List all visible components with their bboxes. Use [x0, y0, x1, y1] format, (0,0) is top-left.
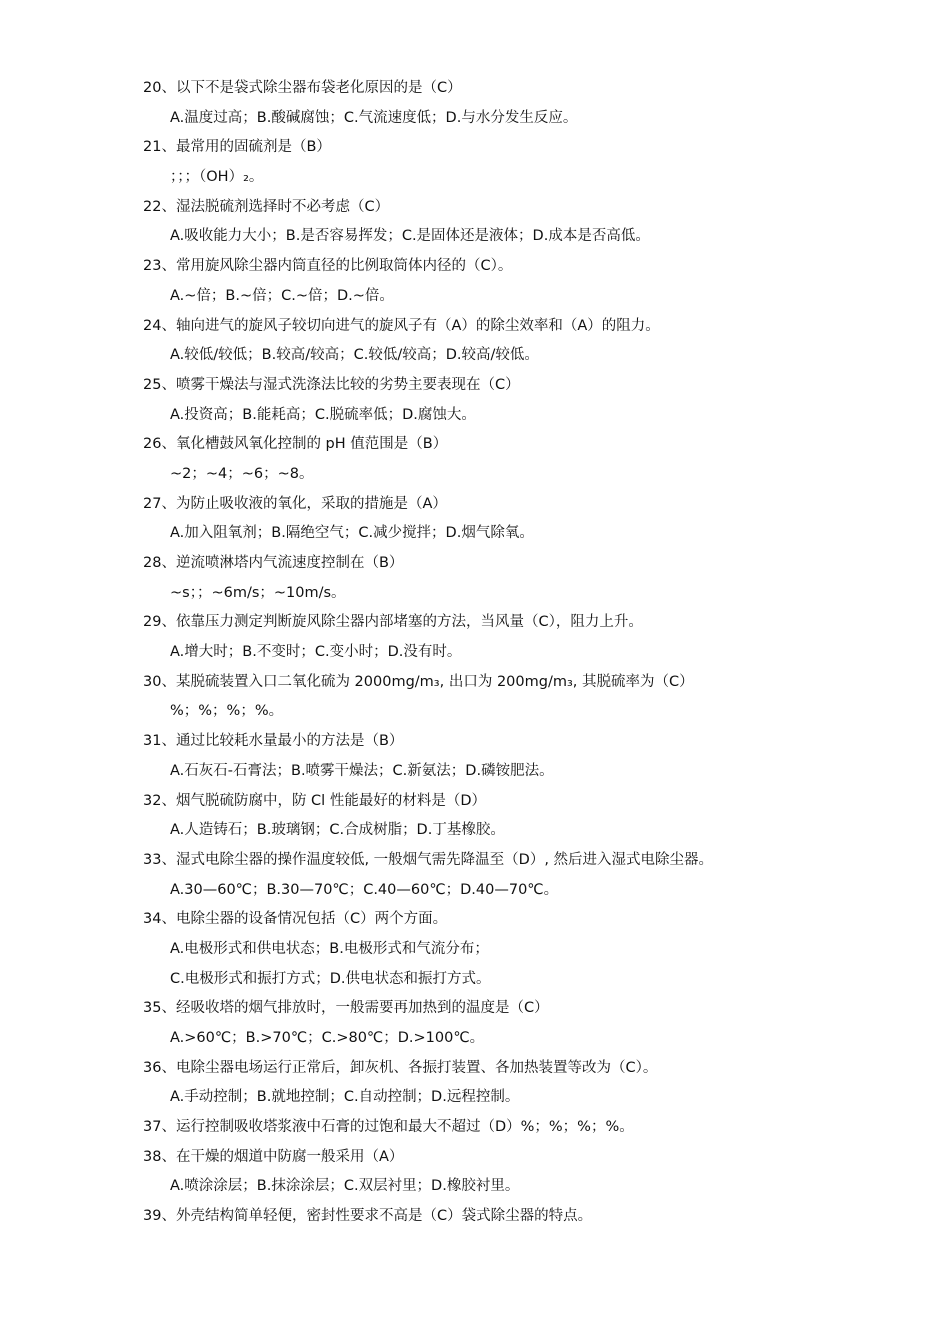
- answer-options: A.加入阻氧剂；B.隔绝空气；C.减少搅拌；D.烟气除氧。: [170, 525, 534, 542]
- question-text: 20、以下不是袋式除尘器布袋老化原因的是（C）: [143, 80, 462, 96]
- answer-options: A.电极形式和供电状态；B.电极形式和气流分布；: [170, 940, 489, 957]
- question-text: 38、在干燥的烟道中防腐一般采用（A）: [143, 1148, 404, 1165]
- question-text: 25、喷雾干燥法与湿式洗涤法比较的劣势主要表现在（C）: [143, 376, 520, 393]
- answer-options: A.喷涂涂层；B.抹涂涂层；C.双层衬里；D.橡胶衬里。: [170, 1178, 520, 1195]
- question-text: 36、电除尘器电场运行正常后，卸灰机、各振打装置、各加热装置等改为（C）。: [143, 1059, 658, 1076]
- question-text: 27、为防止吸收液的氧化，采取的措施是（A）: [143, 495, 447, 512]
- answer-options: %；%；%；%。: [170, 703, 284, 720]
- answer-options: A.>60℃；B.>70℃；C.>80℃；D.>100℃。: [170, 1030, 485, 1046]
- question-text: 34、电除尘器的设备情况包括（C）两个方面。: [143, 911, 448, 928]
- question-text: 22、湿法脱硫剂选择时不必考虑（C）: [143, 198, 390, 215]
- answer-options: A.温度过高；B.酸碱腐蚀；C.气流速度低；D.与水分发生反应。: [170, 109, 578, 126]
- answer-options: ；；；（OH）₂。: [170, 169, 264, 186]
- question-text: 28、逆流喷淋塔内气流速度控制在（B）: [143, 555, 404, 571]
- question-text: 30、某脱硫装置入口二氧化硫为 2000mg/m₃, 出口为 200mg/m₃, 其脱硫率为（C）: [143, 673, 694, 690]
- answer-options: A.石灰石-石膏法；B.喷雾干燥法；C.新氨法；D.磷铵肥法。: [170, 762, 554, 779]
- question-text: 31、通过比较耗水量最小的方法是（B）: [143, 733, 404, 750]
- question-text: 21、最常用的固硫剂是（B）: [143, 139, 331, 156]
- question-text: 24、轴向进气的旋风子较切向进气的旋风子有（A）的除尘效率和（A）的阻力。: [143, 317, 660, 334]
- question-text: 29、依靠压力测定判断旋风除尘器内部堵塞的方法，当风量（C），阻力上升。: [143, 614, 643, 631]
- answer-options: ~s；；~6m/s；~10m/s。: [170, 584, 346, 601]
- question-list: [143, 78, 903, 1236]
- answer-options: A.人造铸石；B.玻璃钢；C.合成树脂；D.丁基橡胶。: [170, 822, 505, 839]
- question-text: 32、烟气脱硫防腐中，防 Cl 性能最好的材料是（D）: [143, 792, 486, 809]
- question-text: 26、氧化槽鼓风氧化控制的 pH 值范围是（B）: [143, 436, 448, 453]
- answer-options: A.~倍；B.~倍；C.~倍；D.~倍。: [170, 287, 394, 304]
- answer-options: A.较低/较低；B.较高/较高；C.较低/较高；D.较高/较低。: [170, 347, 539, 364]
- answer-options: A.投资高；B.能耗高；C.脱硫率低；D.腐蚀大。: [170, 406, 476, 423]
- answer-options: A.吸收能力大小；B.是否容易挥发；C.是固体还是液体；D.成本是否高低。: [170, 228, 650, 245]
- answer-options: ~2；~4；~6；~8。: [170, 465, 314, 482]
- answer-options: C.电极形式和振打方式；D.供电状态和振打方式。: [170, 970, 491, 987]
- question-text: 33、湿式电除尘器的操作温度较低, 一般烟气需先降温至（D）, 然后进入湿式电除尘器。: [143, 851, 714, 868]
- question-text: 37、运行控制吸收塔浆液中石膏的过饱和最大不超过（D）%；%；%；%。: [143, 1119, 634, 1136]
- answer-options: A.30—60℃；B.30—70℃；C.40—60℃；D.40—70℃。: [170, 881, 559, 898]
- question-text: 35、经吸收塔的烟气排放时，一般需要再加热到的温度是（C）: [143, 1000, 549, 1017]
- answer-options: A.增大时；B.不变时；C.变小时；D.没有时。: [170, 644, 462, 661]
- question-text: 23、常用旋风除尘器内筒直径的比例取筒体内径的（C）。: [143, 258, 513, 275]
- answer-options: A.手动控制；B.就地控制；C.自动控制；D.远程控制。: [170, 1089, 520, 1106]
- question-text: 39、外壳结构简单轻便，密封性要求不高是（C）袋式除尘器的特点。: [143, 1208, 593, 1225]
